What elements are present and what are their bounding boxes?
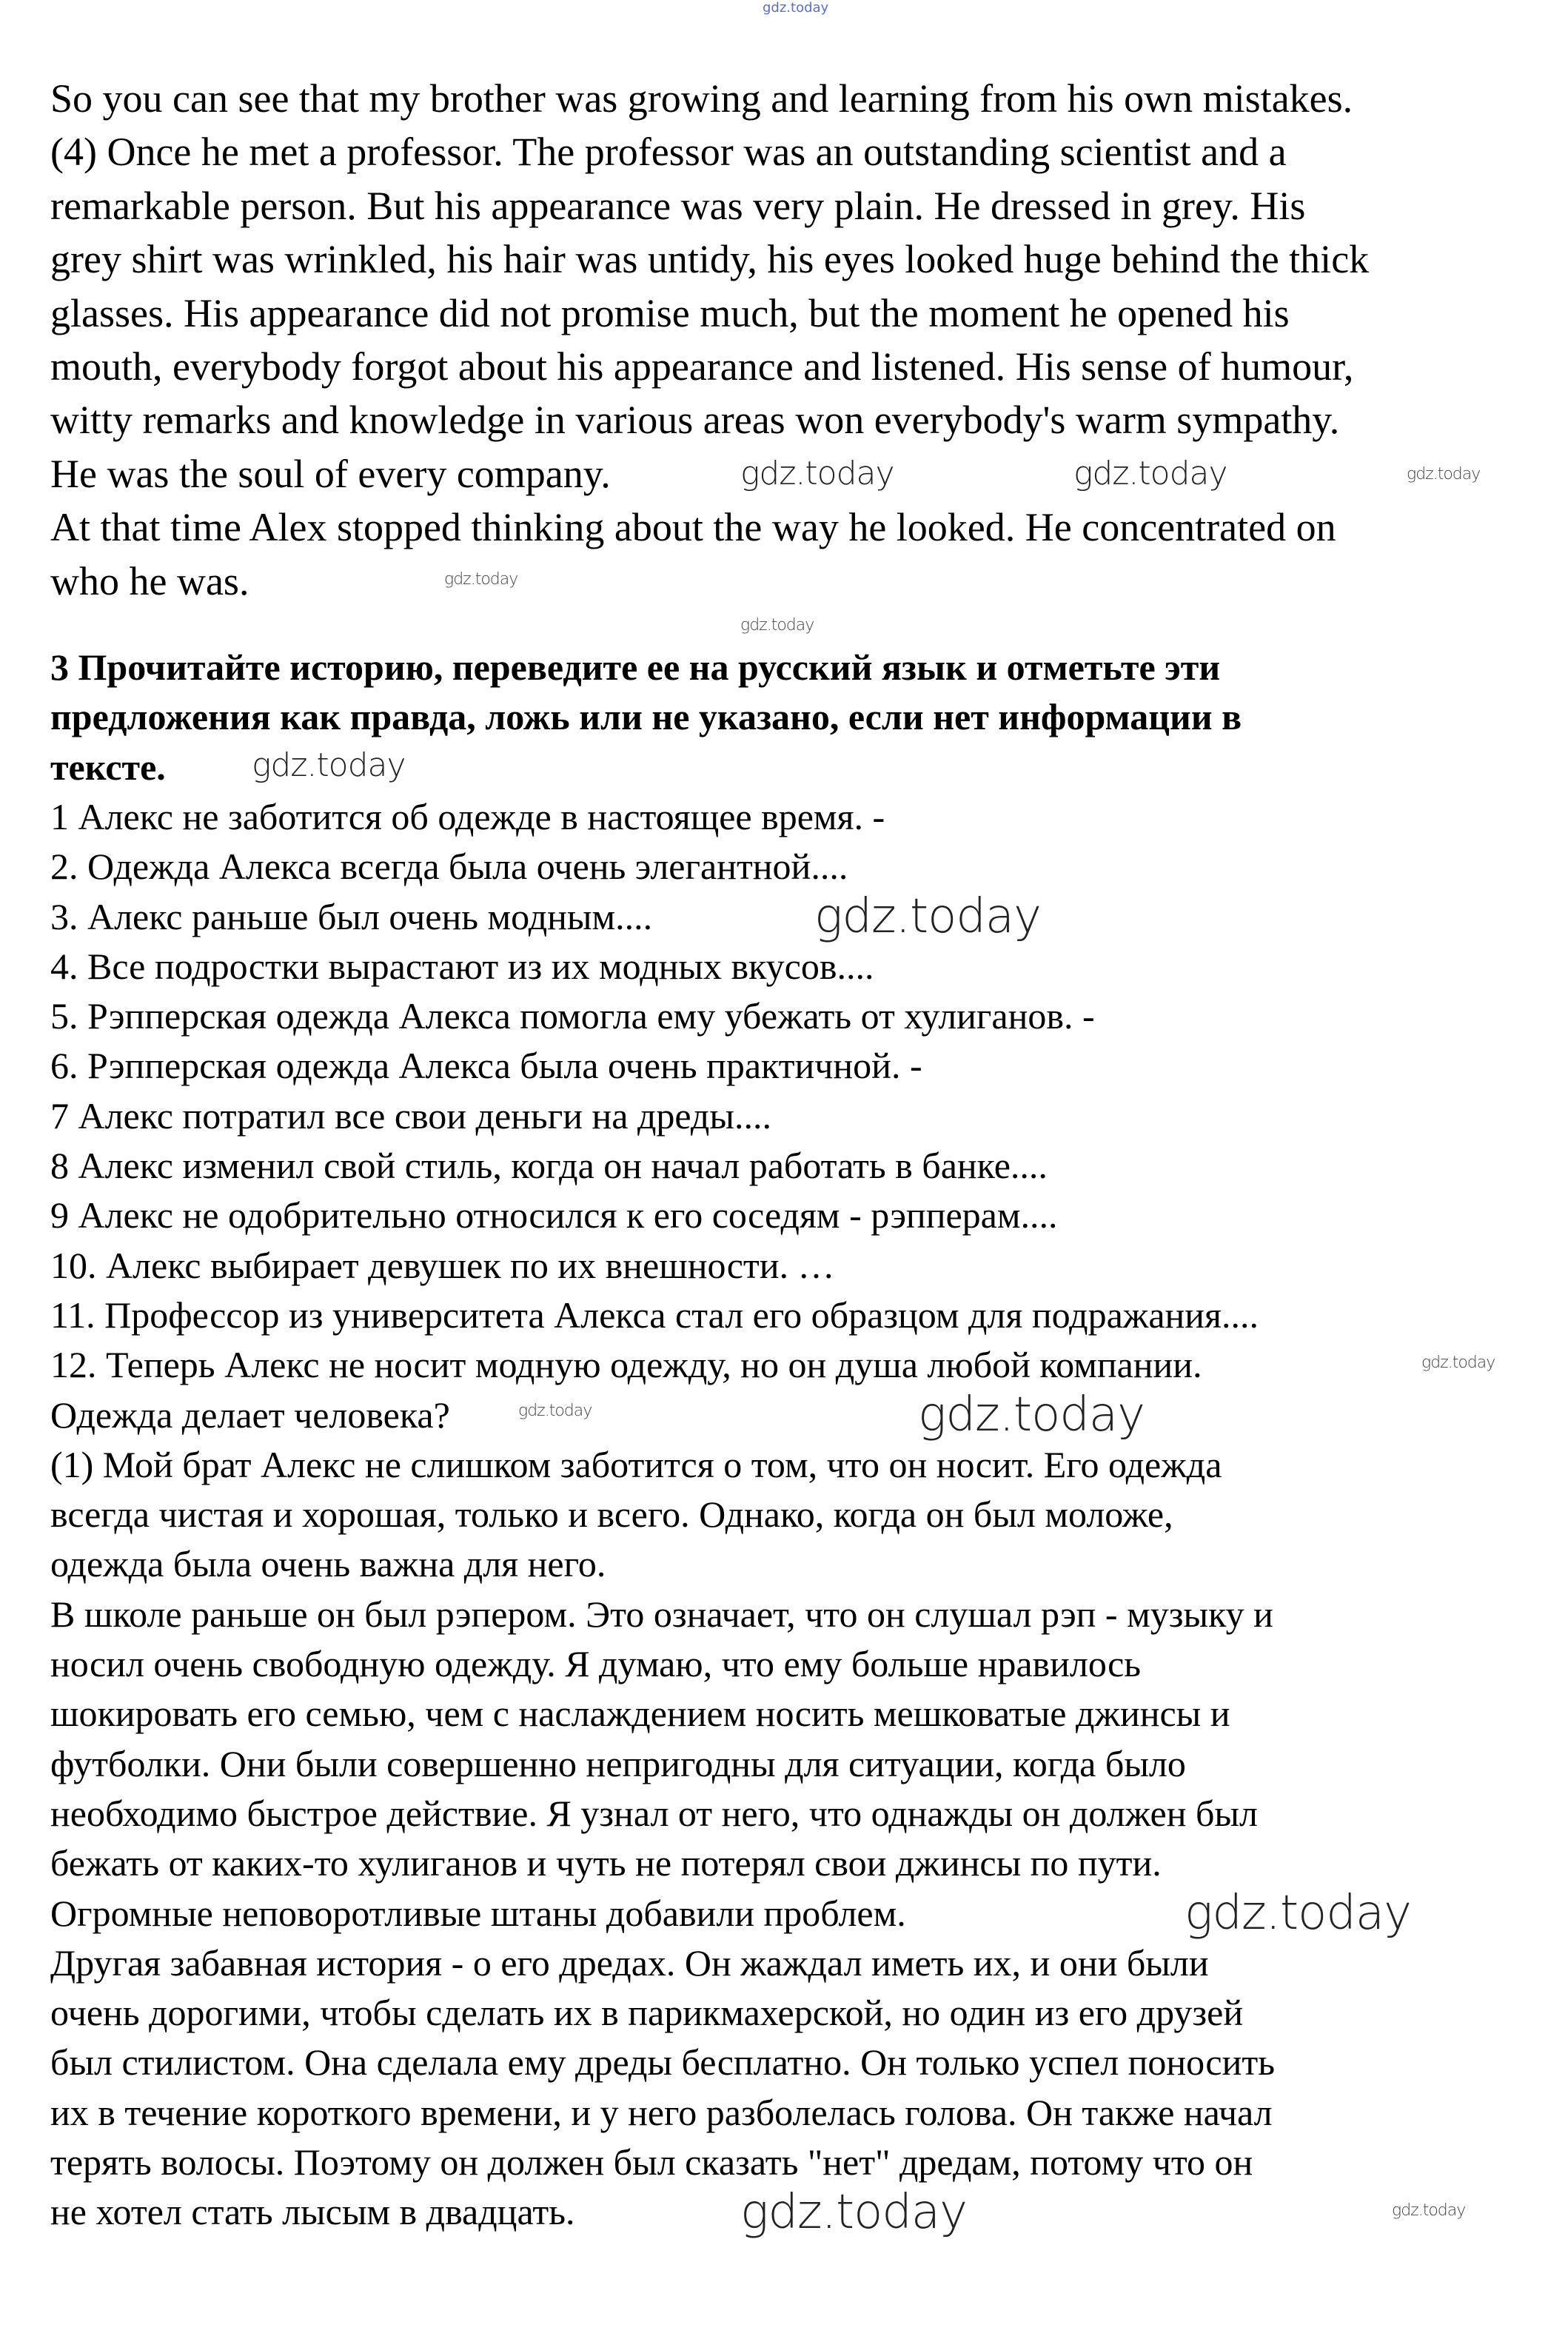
- paragraph-line: 4. Все подростки вырастают из их модных вкусов....: [50, 945, 874, 987]
- paragraph-line: 10. Алекс выбирает девушек по их внешности. …: [50, 1244, 835, 1286]
- watermark: gdz.today: [763, 0, 829, 16]
- paragraph-line: футболки. Они были совершенно непригодны для ситуации, когда было: [50, 1742, 1186, 1784]
- watermark: gdz.today: [1407, 465, 1481, 483]
- paragraph-line: 12. Теперь Алекс не носит модную одежду, но он душа любой компании.: [50, 1344, 1202, 1386]
- watermark: gdz.today: [1073, 455, 1227, 492]
- paragraph-line: очень дорогими, чтобы сделать их в парикмахерской, но один из его друзей: [50, 1992, 1244, 2034]
- paragraph-line: 11. Профессор из университета Алекса стал его образцом для подражания....: [50, 1294, 1259, 1336]
- paragraph-line: бежать от каких-то хулиганов и чуть не потерял свои джинсы по пути.: [50, 1842, 1162, 1884]
- task-heading-line: 3 Прочитайте историю, переведите ее на русский язык и отметьте эти: [50, 646, 1221, 688]
- task-heading-line: тексте.: [50, 746, 166, 788]
- paragraph-line: был стилистом. Она сделала ему дреды бесплатно. Он только успел поносить: [50, 2041, 1276, 2084]
- paragraph-line: 3. Алекс раньше был очень модным....: [50, 895, 653, 937]
- paragraph-line: носил очень свободную одежду. Я думаю, что ему больше нравилось: [50, 1643, 1142, 1684]
- paragraph-line: Одежда делает человека?: [50, 1393, 450, 1436]
- paragraph-line: одежда была очень важна для него.: [50, 1543, 606, 1585]
- paragraph-line: glasses. His appearance did not promise much, but the moment he opened his: [50, 290, 1290, 335]
- watermark: gdz.today: [1185, 1886, 1411, 1941]
- watermark: gdz.today: [740, 455, 894, 492]
- paragraph-line: 5. Рэпперская одежда Алекса помогла ему убежать от хулиганов. -: [50, 995, 1095, 1037]
- paragraph-line: 9 Алекс не одобрительно относился к его соседям - рэпперам....: [50, 1194, 1058, 1237]
- watermark: gdz.today: [444, 570, 518, 589]
- paragraph-line: (1) Мой брат Алекс не слишком заботится о том, что он носит. Его одежда: [50, 1443, 1222, 1485]
- paragraph-line: их в течение короткого времени, и у него разболелась голова. Он также начал: [50, 2091, 1273, 2133]
- paragraph-line: В школе раньше он был рэпером. Это означает, что он слушал рэп - музыку и: [50, 1593, 1273, 1635]
- paragraph-line: 2. Одежда Алекса всегда была очень элегантной....: [50, 846, 848, 888]
- watermark: gdz.today: [740, 616, 814, 635]
- paragraph-line: remarkable person. But his appearance was very plain. He dressed in grey. His: [50, 183, 1306, 228]
- task-heading-line: предложения как правда, ложь или не указано, если нет информации в: [50, 696, 1242, 738]
- watermark: gdz.today: [1392, 2201, 1466, 2220]
- paragraph-line: At that time Alex stopped thinking about the way he looked. He concentrated on: [50, 505, 1336, 550]
- paragraph-line: witty remarks and knowledge in various areas won everybody's warm sympathy.: [50, 398, 1340, 443]
- paragraph-line: терять волосы. Поэтому он должен был сказать "нет" дредам, потому что он: [50, 2141, 1253, 2183]
- paragraph-line: who he was.: [50, 558, 249, 603]
- paragraph-line: So you can see that my brother was growing and learning from his own mistakes.: [50, 76, 1353, 121]
- paragraph-line: не хотел стать лысым в двадцать.: [50, 2191, 575, 2233]
- paragraph-line: Другая забавная история - о его дредах. Он жаждал иметь их, и они были: [50, 1941, 1209, 1984]
- paragraph-line: 6. Рэпперская одежда Алекса была очень практичной. -: [50, 1045, 922, 1087]
- watermark: gdz.today: [814, 889, 1041, 944]
- paragraph-line: mouth, everybody forgot about his appearance and listened. His sense of humour,: [50, 344, 1354, 389]
- paragraph-line: шокировать его семью, чем с наслаждением носить мешковатые джинсы и: [50, 1693, 1230, 1735]
- watermark: gdz.today: [1421, 1353, 1495, 1372]
- watermark: gdz.today: [518, 1402, 592, 1420]
- paragraph-line: необходимо быстрое действие. Я узнал от него, что однажды он должен был: [50, 1792, 1258, 1834]
- paragraph-line: grey shirt was wrinkled, his hair was untidy, his eyes looked huge behind the thick: [50, 237, 1370, 282]
- paragraph-line: Огромные неповоротливые штаны добавили проблем.: [50, 1892, 906, 1934]
- paragraph-line: 8 Алекс изменил свой стиль, когда он начал работать в банке....: [50, 1145, 1048, 1186]
- paragraph-line: 1 Алекс не заботится об одежде в настоящее время. -: [50, 795, 885, 837]
- paragraph-line: всегда чистая и хорошая, только и всего. Однако, когда он был моложе,: [50, 1493, 1173, 1536]
- watermark: gdz.today: [252, 746, 406, 784]
- paragraph-line: 7 Алекс потратил все свои деньги на дреды....: [50, 1094, 771, 1137]
- watermark: gdz.today: [918, 1388, 1145, 1442]
- paragraph-line: He was the soul of every company.: [50, 451, 611, 496]
- paragraph-line: (4) Once he met a professor. The professor was an outstanding scientist and a: [50, 130, 1287, 175]
- watermark: gdz.today: [740, 2185, 967, 2240]
